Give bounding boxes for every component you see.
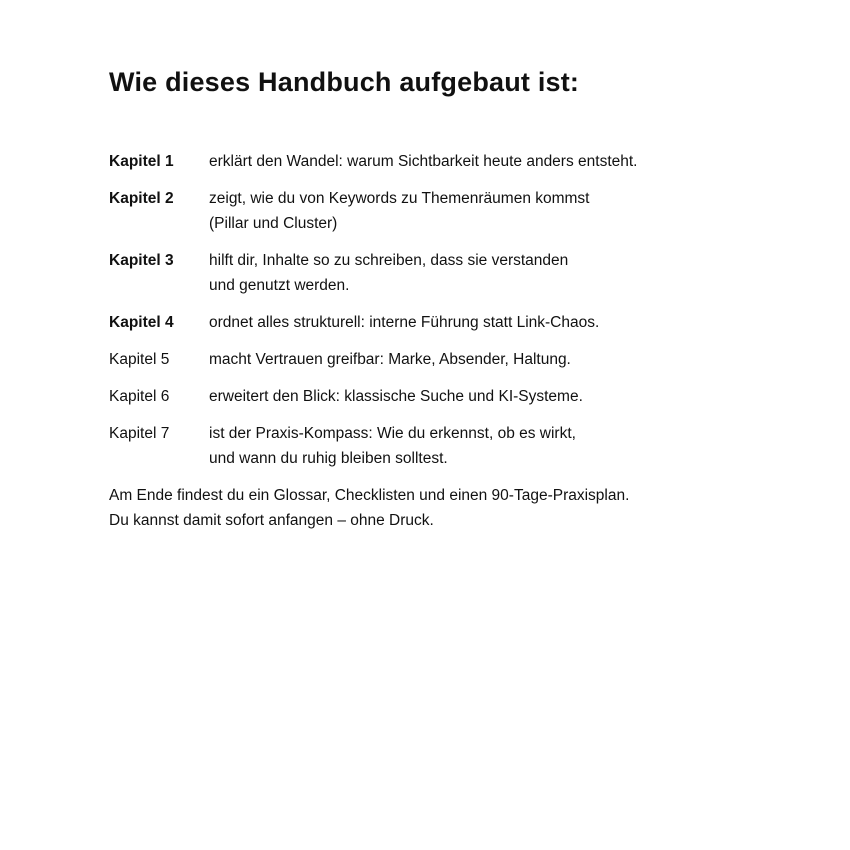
- chapter-description-line: und wann du ruhig bleiben solltest.: [209, 450, 448, 467]
- chapter-description: [209, 248, 789, 298]
- chapter-label: Kapitel 7: [109, 425, 170, 442]
- chapter-label: Kapitel 1: [109, 153, 174, 170]
- chapter-description-line: und genutzt werden.: [209, 277, 350, 294]
- chapter-description-line: macht Vertrauen greifbar: Marke, Absender, Haltung.: [209, 351, 571, 368]
- chapter-item-1: [109, 149, 789, 174]
- chapter-item-5: [109, 347, 789, 372]
- chapter-item-2: [109, 186, 789, 236]
- chapter-description: [209, 421, 789, 471]
- chapter-label: Kapitel 2: [109, 190, 174, 207]
- chapter-description: [209, 310, 789, 335]
- chapter-label: Kapitel 6: [109, 388, 170, 405]
- chapter-description-line: ordnet alles strukturell: interne Führung statt Link-Chaos.: [209, 314, 600, 331]
- closing-line: Du kannst damit sofort anfangen – ohne Druck.: [109, 512, 434, 529]
- chapter-label: Kapitel 3: [109, 252, 174, 269]
- closing-paragraph: [109, 483, 789, 533]
- chapter-description: [209, 149, 789, 174]
- chapter-description-line: ist der Praxis-Kompass: Wie du erkennst, ob es wirkt,: [209, 425, 576, 442]
- page-title: Wie dieses Handbuch aufgebaut ist:: [109, 67, 580, 97]
- chapter-item-6: [109, 384, 789, 409]
- chapter-description: [209, 384, 789, 409]
- chapter-description-line: (Pillar und Cluster): [209, 215, 338, 232]
- closing-line: Am Ende findest du ein Glossar, Checklisten und einen 90-Tage-Praxisplan.: [109, 487, 630, 504]
- chapter-label: Kapitel 4: [109, 314, 174, 331]
- document-page: [109, 62, 789, 533]
- chapter-label: Kapitel 5: [109, 351, 170, 368]
- chapter-item-4: [109, 310, 789, 335]
- chapter-description: [209, 347, 789, 372]
- chapter-description-line: zeigt, wie du von Keywords zu Themenräumen kommst: [209, 190, 590, 207]
- chapter-list: [109, 149, 789, 471]
- chapter-description-line: hilft dir, Inhalte so zu schreiben, dass sie verstanden: [209, 252, 569, 269]
- chapter-description: [209, 186, 789, 236]
- chapter-description-line: erklärt den Wandel: warum Sichtbarkeit heute anders entsteht.: [209, 153, 638, 170]
- chapter-item-7: [109, 421, 789, 471]
- chapter-description-line: erweitert den Blick: klassische Suche und KI-Systeme.: [209, 388, 583, 405]
- chapter-item-3: [109, 248, 789, 298]
